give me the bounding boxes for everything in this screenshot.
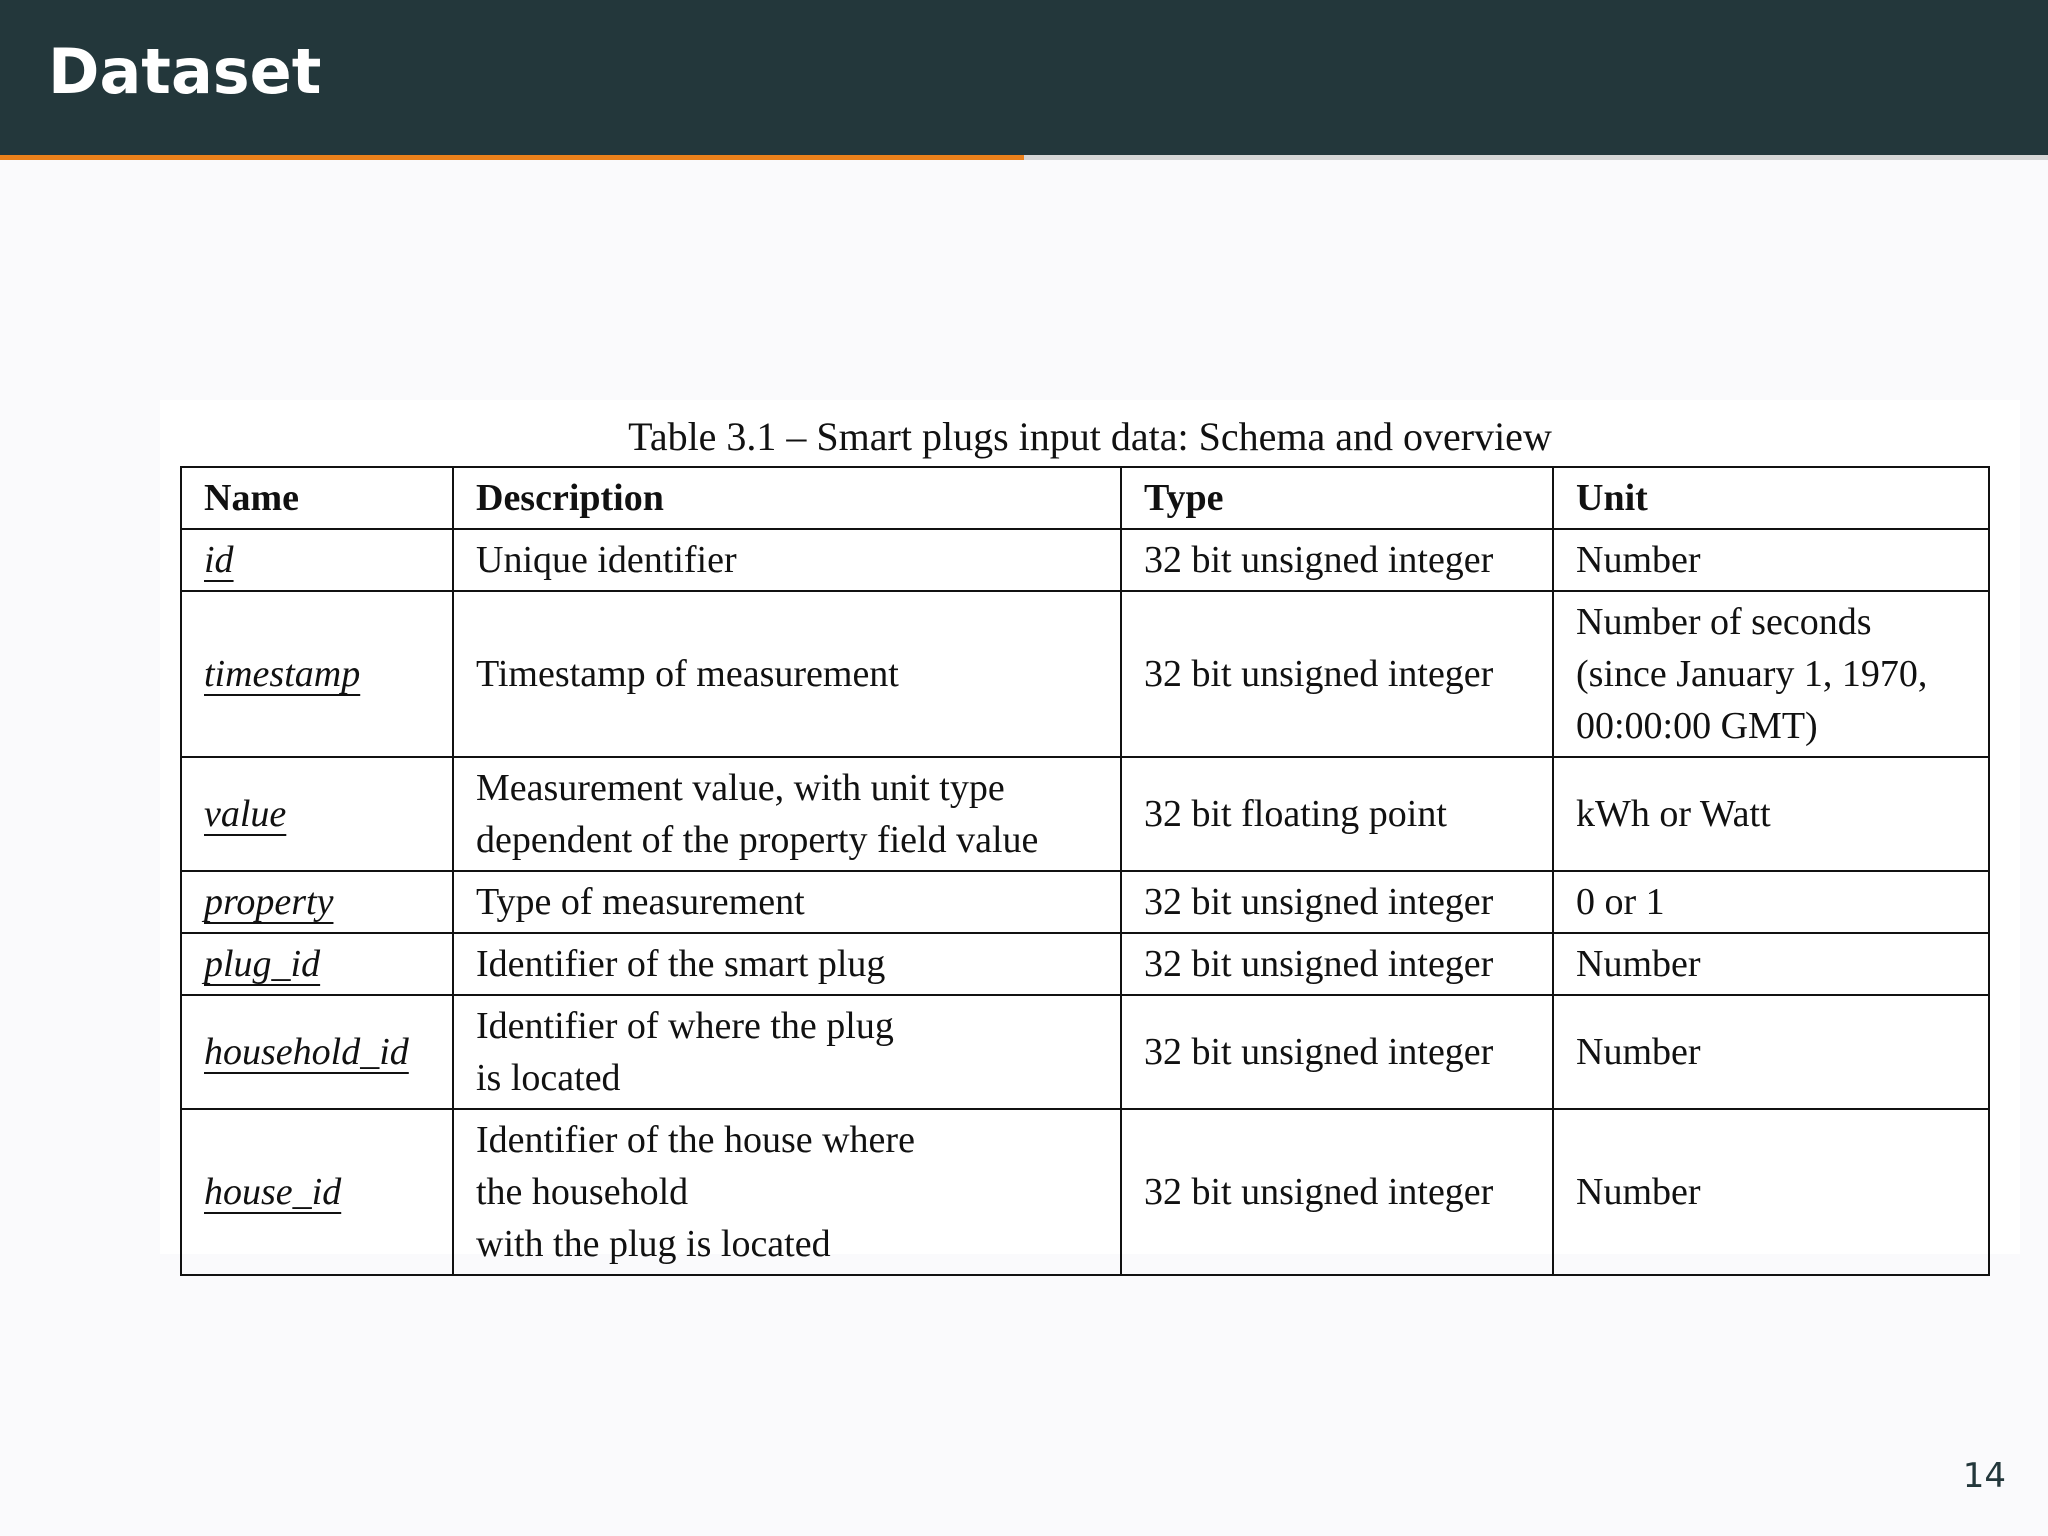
cell-type: 32 bit unsigned integer	[1121, 591, 1553, 757]
cell-unit	[1553, 1109, 1989, 1275]
cell-description	[453, 1109, 1121, 1275]
cell-unit	[1553, 933, 1989, 995]
table-caption: Table 3.1 – Smart plugs input data: Schema and overview	[628, 414, 1552, 459]
cell-name	[181, 1109, 453, 1275]
description-line: Identifier of the smart plug	[476, 943, 886, 985]
field-name: id	[204, 539, 234, 581]
table-row	[181, 871, 1989, 933]
description-line: Identifier of the house where	[476, 1119, 915, 1161]
table-header-row	[181, 467, 1989, 529]
cell-description	[453, 757, 1121, 871]
description-line: with the plug is located	[476, 1223, 831, 1265]
cell-name	[181, 933, 453, 995]
column-header-unit: Unit	[1553, 467, 1989, 529]
description-line: Measurement value, with unit type	[476, 767, 1005, 809]
unit-line: Number	[1576, 943, 1701, 985]
cell-type: 32 bit unsigned integer	[1121, 995, 1553, 1109]
cell-unit	[1553, 871, 1989, 933]
cell-description	[453, 591, 1121, 757]
field-name: property	[204, 881, 334, 923]
unit-line: 00:00:00 GMT)	[1576, 705, 1818, 747]
column-header-description: Description	[453, 467, 1121, 529]
description-line: the household	[476, 1171, 689, 1213]
unit-line: Number	[1576, 1171, 1701, 1213]
cell-description	[453, 529, 1121, 591]
description-line: Type of measurement	[476, 881, 805, 923]
field-name: plug_id	[204, 943, 321, 985]
cell-description	[453, 871, 1121, 933]
table-row	[181, 757, 1989, 871]
table-row	[181, 1109, 1989, 1275]
description-line: Unique identifier	[476, 539, 737, 581]
cell-name	[181, 871, 453, 933]
cell-unit	[1553, 591, 1989, 757]
table-figure	[160, 400, 2020, 1265]
column-header-name: Name	[181, 467, 453, 529]
slide-title: Dataset	[48, 35, 322, 108]
field-name: value	[204, 793, 287, 835]
cell-name	[181, 529, 453, 591]
cell-name	[181, 757, 453, 871]
description-line: Identifier of where the plug	[476, 1005, 894, 1047]
table-body	[181, 529, 1989, 1275]
cell-name	[181, 995, 453, 1109]
field-name: timestamp	[204, 653, 361, 695]
cell-description	[453, 933, 1121, 995]
field-name: household_id	[204, 1031, 409, 1073]
progress-bar	[0, 155, 2048, 160]
unit-line: Number	[1576, 1031, 1701, 1073]
cell-unit	[1553, 995, 1989, 1109]
unit-line: (since January 1, 1970,	[1576, 653, 1928, 695]
column-header-type: Type	[1121, 467, 1553, 529]
cell-name	[181, 591, 453, 757]
cell-type: 32 bit unsigned integer	[1121, 871, 1553, 933]
cell-description	[453, 995, 1121, 1109]
slide-header	[0, 0, 2048, 155]
table-row	[181, 591, 1989, 757]
page-number: 14	[1962, 1456, 2006, 1496]
table-row	[181, 529, 1989, 591]
cell-type: 32 bit unsigned integer	[1121, 933, 1553, 995]
cell-unit	[1553, 757, 1989, 871]
unit-line: Number of seconds	[1576, 601, 1872, 643]
table-row	[181, 995, 1989, 1109]
cell-unit	[1553, 529, 1989, 591]
cell-type: 32 bit unsigned integer	[1121, 1109, 1553, 1275]
schema-table	[180, 466, 1990, 1276]
cell-type: 32 bit unsigned integer	[1121, 529, 1553, 591]
unit-line: 0 or 1	[1576, 881, 1665, 923]
unit-line: Number	[1576, 539, 1701, 581]
field-name: house_id	[204, 1171, 342, 1213]
cell-type: 32 bit floating point	[1121, 757, 1553, 871]
progress-bar-fill	[0, 155, 1024, 160]
description-line: is located	[476, 1057, 621, 1099]
table-row	[181, 933, 1989, 995]
description-line: dependent of the property field value	[476, 819, 1039, 861]
unit-line: kWh or Watt	[1576, 793, 1771, 835]
description-line: Timestamp of measurement	[476, 653, 899, 695]
